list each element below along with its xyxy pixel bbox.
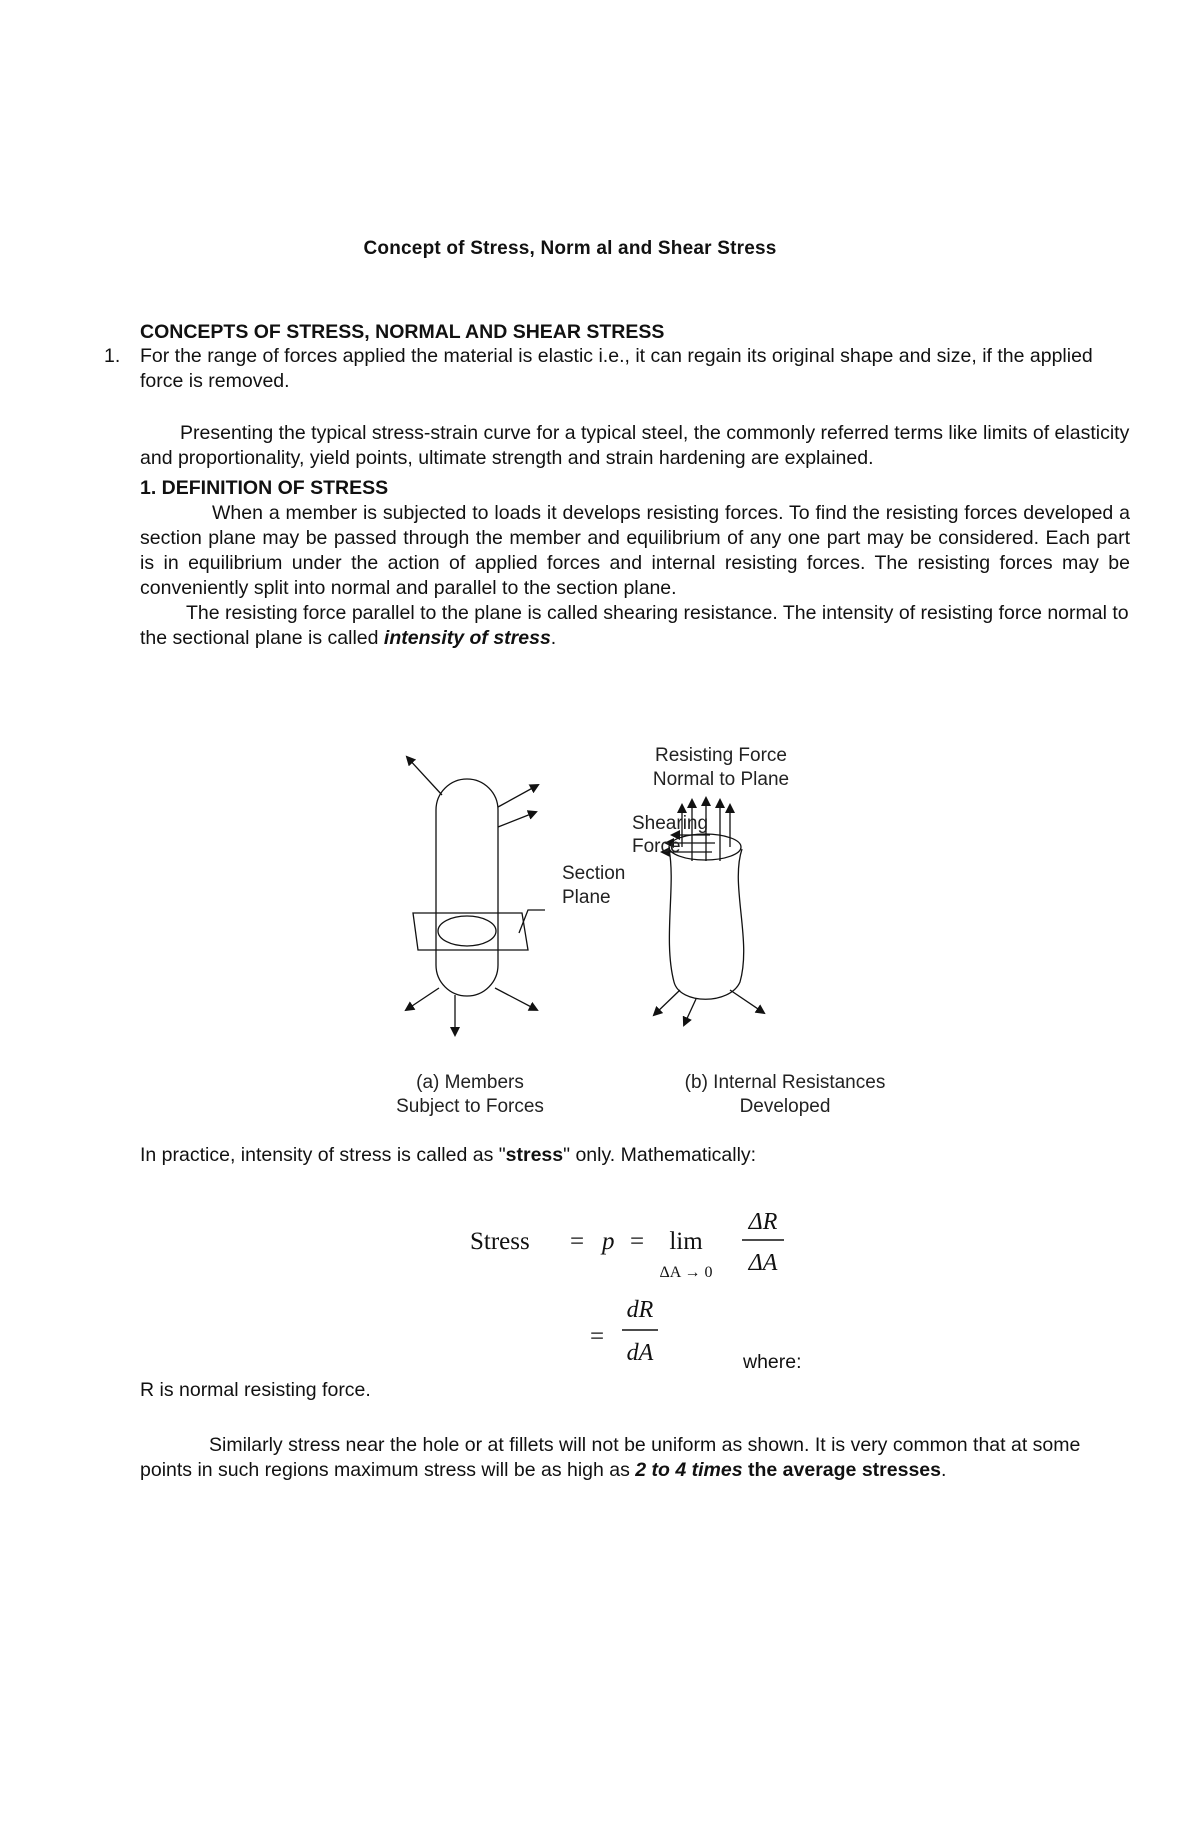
similarly-paragraph — [140, 1433, 1130, 1483]
label-shearing-1: Shearing — [632, 813, 709, 834]
formula-eq-3: = — [590, 1323, 605, 1350]
member-a — [406, 757, 545, 1035]
practice-end: " only. Mathematically: — [563, 1144, 757, 1166]
emphasis-average: the average stresses — [742, 1459, 941, 1481]
caption-a-1: (a) Members — [416, 1072, 524, 1093]
definition-paragraph: When a member is subjected to loads it develops resisting forces. To find the resisting forces developed a section plane may be passed through the member and equilibrium of any one part may be considered. Each part is in equilibrium under the action of applied forces and internal resisting forces. The resisting forces may be conveniently split into normal and parallel to the section plane. — [140, 502, 1130, 599]
section-heading: CONCEPTS OF STRESS, NORMAL AND SHEAR STRESS — [140, 321, 665, 343]
emphasis-stress: stress — [505, 1144, 564, 1166]
formula-den-1: ΔA — [748, 1250, 778, 1276]
formula-lim-sub: ΔA → 0 — [659, 1264, 713, 1281]
intro-paragraph: Presenting the typical stress-strain curve for a typical steel, the commonly referred terms like limits of elasticity and proportionality, yield points, ultimate strength and strain hardening are explained. — [140, 422, 1130, 469]
label-section-1: Section — [562, 863, 626, 884]
caption-b-1: (b) Internal Resistances — [684, 1072, 886, 1093]
shear-paragraph — [140, 601, 1130, 651]
label-resisting-1: Resisting Force — [655, 745, 787, 766]
formula-lhs: Stress — [470, 1228, 530, 1255]
list-item-number: 1. — [104, 345, 121, 367]
caption-a-2: Subject to Forces — [396, 1096, 544, 1117]
shear-text: The resisting force parallel to the plane is called shearing resistance. The intensity of resisting force normal to the sectional plane is called — [140, 602, 1129, 649]
practice-text: In practice, intensity of stress is called as " — [140, 1144, 506, 1166]
stress-diagram — [380, 735, 940, 1135]
list-item-text: For the range of forces applied the material is elastic i.e., it can regain its original shape and size, if the applied force is removed. — [140, 345, 1093, 392]
similarly-end: . — [940, 1459, 947, 1481]
label-resisting-2: Normal to Plane — [652, 769, 790, 790]
emphasis-intensity: intensity of stress — [383, 627, 551, 649]
where-label: where: — [743, 1351, 802, 1373]
formula-num-2: dR — [626, 1297, 654, 1323]
formula-eq-2: = — [630, 1228, 645, 1255]
formula-num-1: ΔR — [748, 1209, 778, 1235]
caption-b-2: Developed — [739, 1096, 831, 1117]
formula-den-2: dA — [626, 1340, 654, 1366]
formula-lim: lim — [669, 1228, 703, 1255]
similarly-text: Similarly stress near the hole or at fillets will not be uniform as shown. It is very common that at some points in such regions maximum stress will be as high as — [140, 1434, 1081, 1481]
label-section-2: Plane — [562, 887, 611, 908]
formula-p: p — [602, 1228, 615, 1255]
formula-eq-1: = — [570, 1228, 585, 1255]
shear-end: . — [550, 627, 557, 649]
page-title: Concept of Stress, Norm al and Shear Stress — [363, 238, 777, 259]
r-definition: R is normal resisting force. — [140, 1379, 371, 1401]
stress-formula — [450, 1195, 790, 1395]
definition-heading: 1. DEFINITION OF STRESS — [140, 477, 389, 499]
emphasis-2to4: 2 to 4 times — [635, 1459, 743, 1481]
practice-paragraph — [140, 1143, 1130, 1168]
label-shearing-2: Force — [632, 836, 681, 857]
